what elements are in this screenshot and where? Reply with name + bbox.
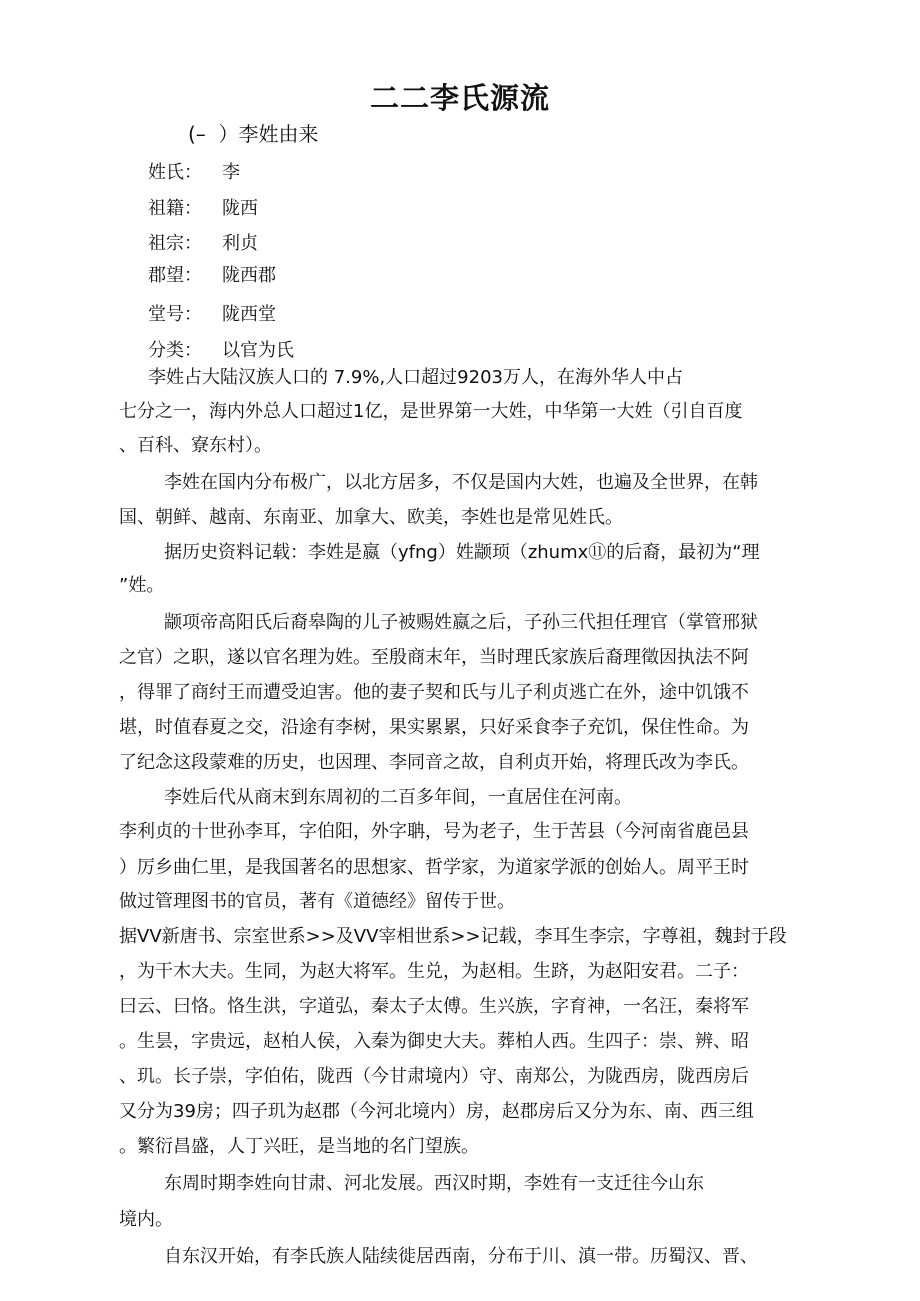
text-line: 做过管理图书的官员，著有《道德经》留传于世。 xyxy=(119,891,515,912)
field-row-surname xyxy=(148,158,240,184)
field-row-ancestor xyxy=(148,229,258,255)
text-line: 堪，时值春夏之交，沿途有李树，果实累累，只好采食李子充饥，保住性命。为 xyxy=(119,717,749,738)
text-line: 境内。 xyxy=(119,1209,173,1230)
text-line: ）厉乡曲仁里，是我国著名的思想家、哲学家，为道家学派的创始人。周平王时 xyxy=(119,857,749,878)
field-label: 堂号： xyxy=(148,304,202,325)
field-label: 分类： xyxy=(148,340,202,361)
field-row-hall-name xyxy=(148,300,276,326)
text-line: 李利贞的十世孙李耳，字伯阳，外字聃，号为老子，生于苦县（今河南省鹿邑县 xyxy=(119,821,749,842)
text-line: 东周时期李姓向甘肃、河北发展。西汉时期，李姓有一支迁往今山东 xyxy=(164,1173,704,1194)
text-line: ，得罪了商纣王而遭受迫害。他的妻子契和氏与儿子利贞逃亡在外，途中饥饿不 xyxy=(119,682,749,703)
field-row-category xyxy=(148,336,294,362)
text-line: 据VV新唐书、宗室世系>>及VV宰相世系>>记载，李耳生李宗，字尊祖，魏封于段 xyxy=(119,926,787,947)
text-line: 、玑。长子崇，字伯佑，陇西（今甘肃境内）守、南郑公，为陇西房，陇西房后 xyxy=(119,1066,749,1087)
text-line: 曰云、曰恪。恪生洪，字道弘，秦太子太傅。生兴族，字育神，一名汪，秦将军 xyxy=(119,996,749,1017)
field-label: 祖籍： xyxy=(148,198,202,219)
field-row-commandery xyxy=(148,261,276,287)
text-line: 李姓后代从商末到东周初的二百多年间，一直居住在河南。 xyxy=(164,787,632,808)
text-line: 据历史资料记载：李姓是嬴（yfng）姓颛顼（zhumx⑪的后裔，最初为“理 xyxy=(164,542,760,563)
text-line: 了纪念这段蒙难的历史，也因理、李同音之故，自利贞开始，将理氏改为李氏。 xyxy=(119,752,749,773)
field-value: 陇西堂 xyxy=(222,304,276,325)
field-label: 祖宗： xyxy=(148,233,202,254)
field-value: 陇西郡 xyxy=(222,265,276,286)
field-row-ancestral-home xyxy=(148,194,258,220)
field-value: 陇西 xyxy=(222,198,258,219)
text-line: 李姓占大陆汉族人口的 7.9%,人口超过9203万人，在海外华人中占 xyxy=(148,367,683,388)
field-value: 李 xyxy=(222,162,240,183)
text-line: 之官）之职，遂以官名理为姓。至殷商末年，当时理氏家族后裔理徵因执法不阿 xyxy=(119,647,749,668)
text-line: 国、朝鲜、越南、东南亚、加拿大、欧美，李姓也是常见姓氏。 xyxy=(119,507,623,528)
text-line: 又分为39房；四子玑为赵郡（今河北境内）房，赵郡房后又分为东、南、西三组 xyxy=(119,1101,754,1122)
text-line: 自东汉开始，有李氏族人陆续徙居西南，分布于川、滇一带。历蜀汉、晋、 xyxy=(164,1246,758,1267)
field-label: 郡望： xyxy=(148,265,202,286)
field-value: 利贞 xyxy=(222,233,258,254)
text-line: 七分之一，海内外总人口超过1亿，是世界第一大姓，中华第一大姓（引自百度 xyxy=(119,401,743,422)
text-line: ”姓。 xyxy=(119,575,165,596)
field-label: 姓氏： xyxy=(148,162,202,183)
field-value: 以官为氏 xyxy=(222,340,294,361)
section-heading: (– ）李姓由来 xyxy=(188,122,319,146)
text-line: ，为干木大夫。生同，为赵大将军。生兑，为赵相。生跻，为赵阳安君。二子： xyxy=(119,961,749,982)
text-line: 。生昙，字贵远，赵柏人侯，入秦为御史大夫。葬柏人西。生四子：崇、辨、昭 xyxy=(119,1031,749,1052)
text-line: 、百科、寮东村）。 xyxy=(119,435,272,456)
page-title: 二二李氏源流 xyxy=(369,81,550,115)
text-line: 李姓在国内分布极广，以北方居多，不仅是国内大姓，也遍及全世界，在韩 xyxy=(164,472,758,493)
text-line: 。繁衍昌盛，人丁兴旺，是当地的名门望族。 xyxy=(119,1136,479,1157)
text-line: 颛项帝高阳氏后裔皋陶的儿子被赐姓嬴之后，子孙三代担任理官（掌管邢狱 xyxy=(164,612,758,633)
